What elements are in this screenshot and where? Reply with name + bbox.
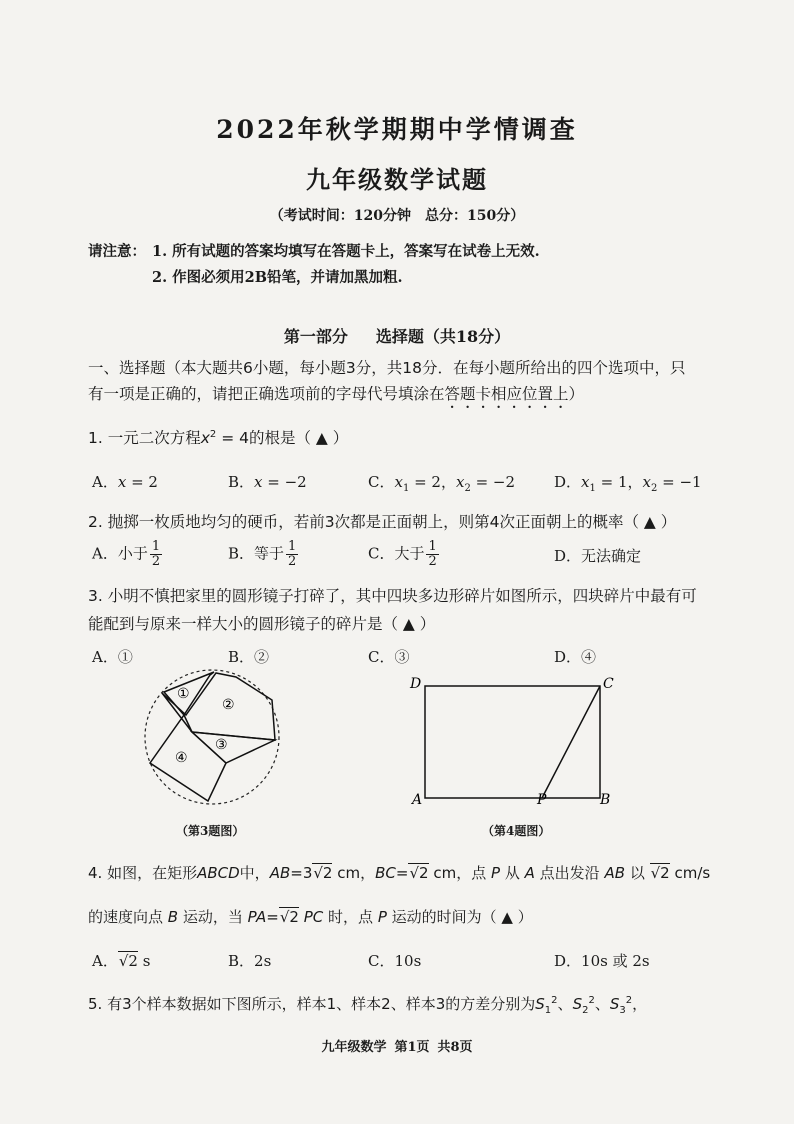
section-heading [0,324,794,347]
vertex-label-c: C [603,676,614,692]
page-title: 2022年秋学期期中学情调查 [216,115,578,144]
piece-label-3: ③ [215,737,228,753]
q4-option-a: A．√2 s [92,952,151,970]
q1-option-c: C．$x_1 = 2$，$x_2 = -2$ [368,473,516,494]
q4-option-c: C．10s [368,952,422,970]
question-3-line-2: 能配到与原来一样大小的圆形镜子的碎片是（ ▲ ） [88,615,436,633]
piece-label-4: ④ [175,750,188,766]
q1-option-d: D．$x_1 = 1$，$x_2 = -1$ [554,473,702,494]
exam-info: （考试时间：120分钟 总分：150分） [269,208,525,224]
instructions-line-1: 一、选择题（本大题共6小题，每小题3分，共18分．在每小题所给出的四个选项中，只 [88,359,686,377]
vertex-label-p: P [537,792,547,808]
q3-option-a: A．① [92,648,133,666]
section-name: 选择题（共18分） [375,327,511,346]
figure-4-rectangle [400,668,630,810]
question-3-line-1: 3. 小明不慎把家里的圆形镜子打碎了，其中四块多边形碎片如图所示，四块碎片中最有可 [88,587,697,605]
figure-4-caption: （第4题图） [482,824,551,838]
figure-3-caption: （第3题图） [176,824,245,838]
note-item-2: 2. 作图必须用2B铅笔，并请加黑加粗. [152,269,403,286]
question-4-line-2: 的速度向点 B 运动，当 PA=√2 PC 时，点 P 运动的时间为（ ▲ ） [88,908,533,926]
note-item-1: 1. 所有试题的答案均填写在答题卡上，答案写在试卷上无效. [152,243,540,260]
q3-option-b: B．② [228,648,270,666]
piece-label-1: ① [177,686,190,702]
page-subtitle: 九年级数学试题 [306,165,488,194]
vertex-label-b: B [600,792,611,808]
q4-option-b: B．2s [228,952,272,970]
section-part: 第一部分 [283,327,348,346]
figure-3-broken-mirror [130,665,310,810]
piece-label-2: ② [222,697,235,713]
question-1-stem: 1. 一元二次方程$x^2 = 4$的根是（ ▲ ） [88,428,349,447]
notes-label: 请注意： [88,243,146,260]
instructions-line-2: 有一项是正确的，请把正确选项前的字母代号填涂在答题卡相应位置上） [88,385,585,403]
q2-option-a: A．小于 $\frac{1}{2}$ [92,539,161,569]
q2-option-d: D．无法确定 [554,547,642,565]
question-4-line-1: 4. 如图，在矩形ABCD中，AB=3√2 cm，BC=√2 cm，点 P 从 A 点出发沿 AB 以 √2 cm/s [88,864,711,882]
vertex-label-d: D [410,676,422,692]
q3-option-c: C．③ [368,648,410,666]
q2-option-b: B．等于 $\frac{1}{2}$ [228,539,297,569]
emphasis-text: 答题卡相应位置上 [444,385,569,403]
page-footer: 九年级数学 第1页 共8页 [321,1040,473,1055]
q3-option-d: D．④ [554,648,597,666]
question-2-stem: 2. 抛掷一枚质地均匀的硬币，若前3次都是正面朝上，则第4次正面朝上的概率（ ▲ ） [88,513,677,531]
question-5-line-1: 5. 有3个样本数据如下图所示，样本1、样本2、样本3的方差分别为$S_1^2$、$S_2^2$、$S_3^2$， [88,995,648,1016]
q4-option-d: D．10s 或 2s [554,952,650,970]
vertex-label-a: A [412,792,423,808]
q1-option-b: B．x = −2 [228,473,307,491]
q2-option-c: C．大于 $\frac{1}{2}$ [368,539,437,569]
q1-option-a: A．x = 2 [92,473,158,491]
